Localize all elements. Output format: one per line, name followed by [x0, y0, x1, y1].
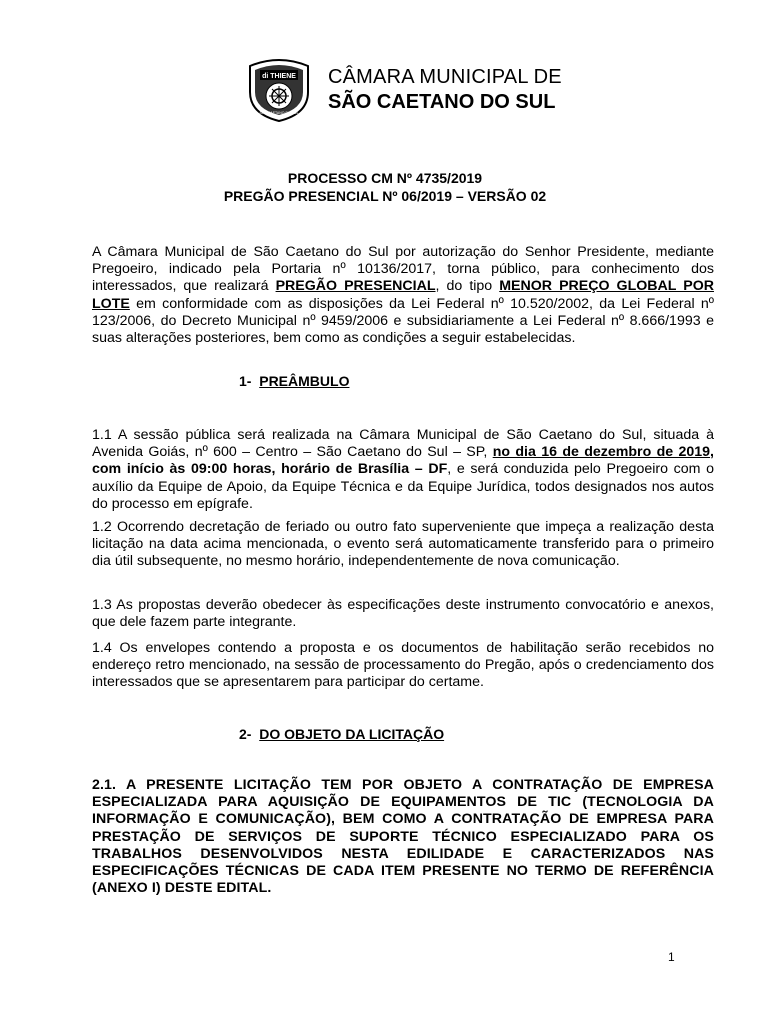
pregao-title: PREGÃO PRESENCIAL Nº 06/2019 – VERSÃO 02: [223, 188, 547, 204]
paragraph-2-1: 2.1. A PRESENTE LICITAÇÃO TEM POR OBJETO A CONTRATAÇÃO DE EMPRESA ESPECIALIZADA PARA AQUISIÇÃO DE EQUIPAMENTOS DE TIC (TECNOLOGIA DA INFORMAÇÃO E COMUNICAÇÃO), BEM COMO A CONTRATAÇÃO DE EMPRESA PARA PRESTAÇÃO DE SERVIÇOS DE SUPORTE TÉCNICO ESPECIALIZADO PARA OS TRABALHOS DESENVOLVIDOS NESTA EDILIDADE E CARACTERIZADOS NAS ESPECIFICAÇÕES TÉCNICAS DE CADA ITEM PRESENTE NO TERMO DE REFERÊNCIA (ANEXO I) DESTE EDITAL.: [92, 777, 714, 897]
org-name-line2: SÃO CAETANO DO SUL: [328, 91, 556, 113]
intro-paragraph: A Câmara Municipal de São Caetano do Sul por autorização do Senhor Presidente, mediante Pregoeiro, indicado pela Portaria nº 10136/2017, torna público, para conhecimento dos interessados, que realizará PREGÃO PRESENCIAL, do tipo MENOR PREÇO GLOBAL POR LOTE em conformidade com as disposições da Lei Federal nº 10.520/2002, da Lei Federal nº 123/2006, do Decreto Municipal nº 9459/2006 e subsidiariamente a Lei Federal nº 8.666/1993 e suas alterações posteriores, bem como as condições a seguir estabelecidas.: [92, 244, 714, 347]
paragraph-1-2: 1.2 Ocorrendo decretação de feriado ou outro fato superveniente que impeça a realização desta licitação na data acima mencionada, o evento será automaticamente transferido para o primeiro dia útil subsequente, no mesmo horário, independentemente de nova comunicação.: [92, 519, 714, 570]
section-1-heading: 1- PREÂMBULO: [239, 373, 350, 389]
svg-text:SÃO CAETANO DO SUL: SÃO CAETANO DO SUL: [259, 111, 299, 115]
session-time-emphasis: , com início às 09:00 horas, horário de Brasília – DF: [92, 444, 714, 478]
menor-preco-emphasis: MENOR PREÇO GLOBAL POR LOTE: [92, 278, 714, 312]
page-number: 1: [668, 950, 675, 964]
process-number-title: PROCESSO CM Nº 4735/2019: [287, 170, 483, 186]
svg-text:di THIENE: di THIENE: [262, 73, 296, 80]
section-2-heading: 2- DO OBJETO DA LICITAÇÃO: [239, 726, 445, 742]
municipal-seal-icon: [242, 56, 316, 122]
session-date-emphasis: no dia 16 de dezembro de 2019: [492, 444, 711, 461]
org-name-line1: CÂMARA MUNICIPAL DE: [328, 66, 562, 88]
letterhead: [242, 56, 562, 126]
pregao-presencial-emphasis: PREGÃO PRESENCIAL: [275, 278, 436, 295]
paragraph-1-4: 1.4 Os envelopes contendo a proposta e os documentos de habilitação serão recebidos no endereço retro mencionado, na sessão de processamento do Pregão, após o credenciamento dos interessados que se apresentarem para participar do certame.: [92, 640, 714, 691]
paragraph-1-1: 1.1 A sessão pública será realizada na Câmara Municipal de São Caetano do Sul, situada à Avenida Goiás, nº 600 – Centro – São Caetano do Sul – SP, no dia 16 de dezembro de 2019, com início às 09:00 horas, horário de Brasília – DF, e será conduzida pelo Pregoeiro com o auxílio da Equipe de Apoio, da Equipe Técnica e da Equipe Jurídica, todos designados nos autos do processo em epígrafe.: [92, 427, 714, 512]
paragraph-1-3: 1.3 As propostas deverão obedecer às especificações deste instrumento convocatório e anexos, que dele fazem parte integrante.: [92, 597, 714, 631]
